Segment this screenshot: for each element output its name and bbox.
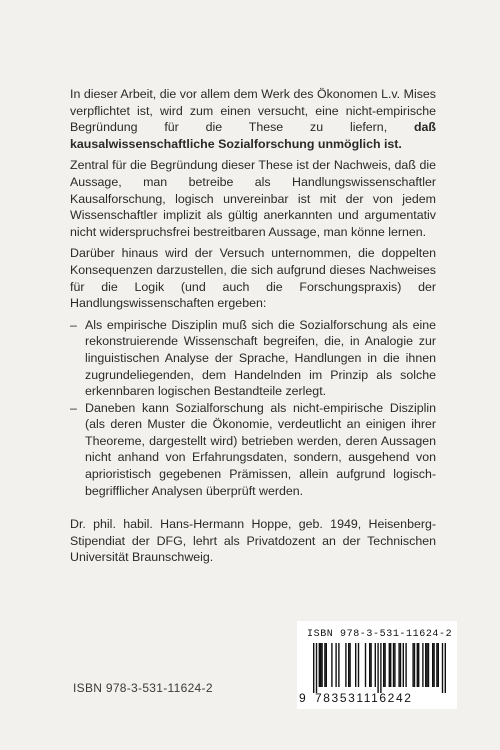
- barcode-bar: [436, 643, 437, 687]
- barcode-bar: [422, 643, 423, 687]
- barcode-bar: [375, 643, 376, 687]
- blurb-paragraph-3: Darüber hinaus wird der Versuch unternommen, die doppelten Konsequenzen darzustellen, die sich aufgrund dieses Nachweises für die Logik (und auch die Forschungspraxis) der Handlungswissenschaften ergeben:: [70, 246, 436, 311]
- barcode-bar: [398, 643, 399, 687]
- barcode-bar: [383, 643, 384, 687]
- barcode-bar: [400, 643, 401, 687]
- list-item-text: Daneben kann Sozialforschung als nicht-empirische Disziplin (als deren Muster die Ökonomie, verdeutlicht an einigen ihrer Theoreme, dargestellt wird) betrieben werden, deren Aussagen nicht anhand von Erfahrungsdaten, sondern, ausgehend von aprioristisch gegebenen Prämissen, allein aufgrund logisch-begrifflicher Analysen überprüft werden.: [85, 400, 436, 498]
- list-item-text: Als empirische Disziplin muß sich die Sozialforschung als eine rekonstruierende Wissenschaft begreifen, die, in Analogie zur linguistischen Analyse der Sprache, Handlungen in die ihnen zugrundeliegenden, dem Handelnden im Prinzip als solche erkennbaren logischen Bestandteile zerlegt.: [85, 317, 436, 399]
- barcode-bar: [442, 643, 443, 693]
- barcode-bar: [349, 643, 350, 687]
- barcode-bar: [393, 643, 394, 687]
- barcode-bar: [403, 643, 404, 687]
- barcode-bar: [365, 643, 366, 687]
- barcode-bar: [433, 643, 434, 687]
- isbn-text: ISBN 978-3-531-11624-2: [73, 681, 213, 695]
- barcode-bar: [405, 643, 406, 687]
- barcode-isbn-label: ISBN 978-3-531-11624-2: [307, 629, 453, 640]
- barcode-bar: [414, 643, 415, 687]
- barcode-bar: [348, 643, 349, 687]
- barcode-bar: [377, 643, 378, 693]
- barcode-bar: [370, 643, 371, 687]
- barcode-bar: [384, 643, 385, 687]
- barcode-bar: [355, 643, 356, 687]
- barcode-bar: [390, 643, 391, 687]
- blurb-paragraph-1: [70, 86, 436, 152]
- consequences-list: [70, 317, 436, 500]
- barcode-bar: [335, 643, 336, 687]
- barcode-bar: [358, 643, 359, 687]
- barcode-bar: [394, 643, 395, 687]
- barcode-bar: [319, 643, 320, 687]
- barcode-bars: [307, 643, 447, 693]
- barcode-digit-string: 783531116242: [315, 691, 413, 705]
- barcode-bar: [313, 643, 314, 693]
- barcode: [297, 621, 457, 709]
- list-item: [70, 400, 436, 500]
- barcode-bar: [320, 643, 321, 687]
- barcode-bar: [412, 643, 413, 687]
- barcode-bar: [417, 643, 418, 687]
- barcode-bar: [321, 643, 322, 687]
- list-dash: –: [70, 400, 77, 415]
- barcode-bar: [338, 643, 339, 687]
- barcode-bar: [326, 643, 327, 687]
- barcode-bar: [418, 643, 419, 687]
- barcode-bar: [324, 643, 325, 687]
- blurb-paragraph-1-text: In dieser Arbeit, die vor allem dem Werk des Ökonomen L.v. Mises verpflichtet ist, wird zum einen versucht, eine nicht-empirische Begründung für die These zu liefern,: [70, 87, 436, 135]
- blurb-thesis-bold: daß kausalwissenschaftliche Sozialforschung unmöglich ist.: [70, 120, 436, 151]
- list-dash: –: [70, 317, 77, 332]
- blurb-text: [70, 86, 436, 571]
- barcode-bar: [331, 643, 332, 687]
- barcode-bar: [425, 643, 426, 687]
- barcode-bar: [428, 643, 429, 687]
- barcode-bar: [369, 643, 370, 687]
- barcode-bar: [445, 643, 446, 693]
- barcode-bar: [380, 643, 381, 693]
- list-item: [70, 317, 436, 400]
- blurb-paragraph-2: Zentral für die Begründung dieser These ist der Nachweis, daß die Aussage, man betreibe als Handlungswissenschaftler Kausalforschung, logisch unvereinbar ist mit der von jedem Wissenschaftler implizit als gültig anerkannten und argumentativ nicht widerspruchsfrei bestreitbaren Aussage, man könne lernen.: [70, 158, 436, 239]
- barcode-bar: [426, 643, 427, 687]
- barcode-bar: [389, 643, 390, 687]
- author-bio: Dr. phil. habil. Hans-Hermann Hoppe, geb. 1949, Heisenberg-Stipendiat der DFG, lehrt als Privatdozent an der Technischen Universität Braunschweig.: [70, 517, 436, 565]
- barcode-bar: [345, 643, 346, 687]
- barcode-bar: [438, 643, 439, 687]
- barcode-bar: [316, 643, 317, 693]
- barcode-first-digit: 9: [299, 691, 308, 705]
- barcode-bar: [432, 643, 433, 687]
